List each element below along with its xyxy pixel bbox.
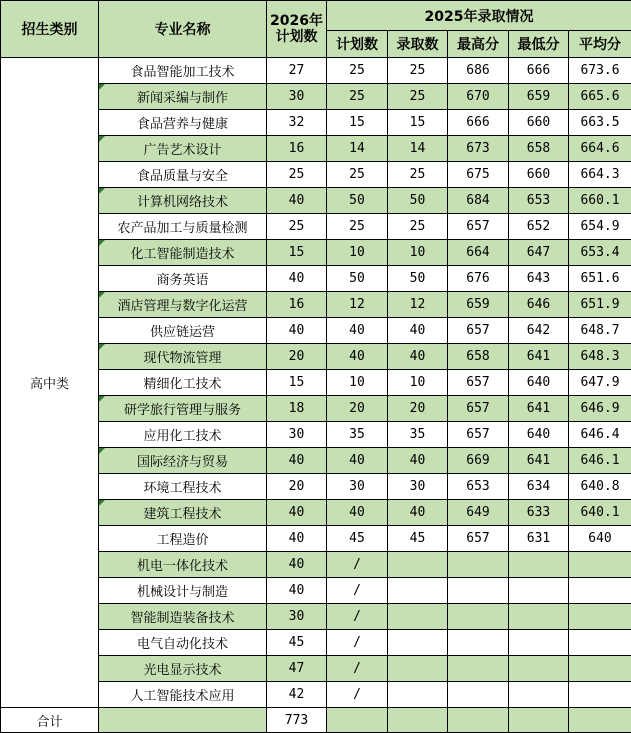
major-name: 环境工程技术 — [99, 474, 267, 500]
avg-score — [569, 682, 631, 708]
avg-score: 664.3 — [569, 162, 631, 188]
major-name: 食品营养与健康 — [99, 110, 267, 136]
avg-score — [569, 656, 631, 682]
max-score: 657 — [448, 214, 509, 240]
major-name: 供应链运营 — [99, 318, 267, 344]
avg-score: 660.1 — [569, 188, 631, 214]
max-score — [448, 630, 509, 656]
plan-2026: 40 — [267, 552, 327, 578]
major-name: 应用化工技术 — [99, 422, 267, 448]
admitted-2025 — [388, 656, 448, 682]
plan-2026: 40 — [267, 318, 327, 344]
min-score: 659 — [509, 84, 569, 110]
major-name: 智能制造装备技术 — [99, 604, 267, 630]
plan-2025: 14 — [327, 136, 388, 162]
min-score — [509, 578, 569, 604]
plan-2025: 25 — [327, 162, 388, 188]
major-name: 商务英语 — [99, 266, 267, 292]
avg-score — [569, 630, 631, 656]
plan-2025: / — [327, 656, 388, 682]
plan-2026: 20 — [267, 474, 327, 500]
avg-score: 648.7 — [569, 318, 631, 344]
major-name: 工程造价 — [99, 526, 267, 552]
admitted-2025: 12 — [388, 292, 448, 318]
avg-score: 640.1 — [569, 500, 631, 526]
admitted-2025: 25 — [388, 84, 448, 110]
major-name: 广告艺术设计 — [99, 136, 267, 162]
min-score: 641 — [509, 396, 569, 422]
header-plan-2026-line1: 2026年 — [267, 13, 326, 29]
admitted-2025: 30 — [388, 474, 448, 500]
admitted-2025 — [388, 682, 448, 708]
header-avg: 平均分 — [569, 31, 631, 58]
min-score: 643 — [509, 266, 569, 292]
cell-corner-marker-icon — [99, 292, 105, 298]
min-score: 653 — [509, 188, 569, 214]
avg-score: 651.6 — [569, 266, 631, 292]
total-empty-cell — [327, 708, 388, 733]
plan-2025: 10 — [327, 370, 388, 396]
plan-2025: 45 — [327, 526, 388, 552]
max-score: 666 — [448, 110, 509, 136]
plan-2025: 40 — [327, 500, 388, 526]
max-score — [448, 578, 509, 604]
plan-2026: 18 — [267, 396, 327, 422]
plan-2025: 15 — [327, 110, 388, 136]
header-admitted: 录取数 — [388, 31, 448, 58]
total-empty-cell — [569, 708, 631, 733]
table-body — [1, 58, 631, 733]
min-score — [509, 682, 569, 708]
avg-score: 654.9 — [569, 214, 631, 240]
max-score: 657 — [448, 370, 509, 396]
major-name: 农产品加工与质量检测 — [99, 214, 267, 240]
major-name: 酒店管理与数字化运营 — [99, 292, 267, 318]
plan-2026: 20 — [267, 344, 327, 370]
major-name: 机械设计与制造 — [99, 578, 267, 604]
avg-score: 646.9 — [569, 396, 631, 422]
admitted-2025: 25 — [388, 214, 448, 240]
max-score — [448, 604, 509, 630]
min-score: 647 — [509, 240, 569, 266]
plan-2025: 35 — [327, 422, 388, 448]
header-plan: 计划数 — [327, 31, 388, 58]
cell-corner-marker-icon — [99, 136, 105, 142]
major-name: 现代物流管理 — [99, 344, 267, 370]
max-score: 649 — [448, 500, 509, 526]
plan-2026: 40 — [267, 578, 327, 604]
avg-score — [569, 578, 631, 604]
plan-2025: / — [327, 682, 388, 708]
avg-score: 653.4 — [569, 240, 631, 266]
plan-2025: 50 — [327, 188, 388, 214]
avg-score: 646.4 — [569, 422, 631, 448]
max-score: 675 — [448, 162, 509, 188]
plan-2026: 15 — [267, 370, 327, 396]
major-name: 研学旅行管理与服务 — [99, 396, 267, 422]
min-score: 641 — [509, 344, 569, 370]
major-name: 化工智能制造技术 — [99, 240, 267, 266]
min-score — [509, 552, 569, 578]
max-score — [448, 552, 509, 578]
plan-2025: 40 — [327, 344, 388, 370]
avg-score: 663.5 — [569, 110, 631, 136]
admitted-2025: 40 — [388, 344, 448, 370]
plan-2025: 40 — [327, 448, 388, 474]
cell-corner-marker-icon — [99, 84, 105, 90]
avg-score: 646.1 — [569, 448, 631, 474]
plan-2025: 25 — [327, 84, 388, 110]
min-score: 633 — [509, 500, 569, 526]
plan-2025: / — [327, 604, 388, 630]
major-name: 食品智能加工技术 — [99, 58, 267, 84]
admitted-2025 — [388, 604, 448, 630]
max-score — [448, 682, 509, 708]
plan-2025: 12 — [327, 292, 388, 318]
max-score: 659 — [448, 292, 509, 318]
admitted-2025: 10 — [388, 240, 448, 266]
header-plan-2026 — [267, 1, 327, 58]
plan-2026: 15 — [267, 240, 327, 266]
max-score — [448, 656, 509, 682]
plan-2026: 40 — [267, 500, 327, 526]
min-score: 634 — [509, 474, 569, 500]
major-name: 计算机网络技术 — [99, 188, 267, 214]
cell-corner-marker-icon — [99, 500, 105, 506]
cell-corner-marker-icon — [99, 240, 105, 246]
total-major-empty — [99, 708, 267, 733]
admitted-2025: 15 — [388, 110, 448, 136]
max-score: 676 — [448, 266, 509, 292]
admitted-2025 — [388, 578, 448, 604]
avg-score: 651.9 — [569, 292, 631, 318]
cell-corner-marker-icon — [99, 396, 105, 402]
avg-score: 647.9 — [569, 370, 631, 396]
header-2025-group: 2025年录取情况 — [327, 1, 631, 31]
max-score: 670 — [448, 84, 509, 110]
plan-2025: 10 — [327, 240, 388, 266]
plan-2026: 16 — [267, 136, 327, 162]
min-score — [509, 656, 569, 682]
max-score: 657 — [448, 318, 509, 344]
total-empty-cell — [448, 708, 509, 733]
total-plan-2026: 773 — [267, 708, 327, 733]
cell-corner-marker-icon — [99, 344, 105, 350]
max-score: 657 — [448, 526, 509, 552]
avg-score: 648.3 — [569, 344, 631, 370]
plan-2026: 40 — [267, 448, 327, 474]
min-score — [509, 630, 569, 656]
cell-corner-marker-icon — [99, 448, 105, 454]
admitted-2025: 20 — [388, 396, 448, 422]
plan-2025: / — [327, 578, 388, 604]
avg-score: 673.6 — [569, 58, 631, 84]
header-category: 招生类别 — [1, 1, 99, 58]
plan-2025: 40 — [327, 318, 388, 344]
cell-corner-marker-icon — [99, 188, 105, 194]
max-score: 664 — [448, 240, 509, 266]
admitted-2025: 25 — [388, 58, 448, 84]
total-empty-cell — [388, 708, 448, 733]
plan-2025: 20 — [327, 396, 388, 422]
max-score: 669 — [448, 448, 509, 474]
major-name: 人工智能技术应用 — [99, 682, 267, 708]
admitted-2025: 35 — [388, 422, 448, 448]
major-name: 电气自动化技术 — [99, 630, 267, 656]
plan-2025: 30 — [327, 474, 388, 500]
plan-2026: 32 — [267, 110, 327, 136]
admitted-2025: 40 — [388, 318, 448, 344]
plan-2025: 25 — [327, 58, 388, 84]
max-score: 653 — [448, 474, 509, 500]
plan-2026: 27 — [267, 58, 327, 84]
plan-2026: 40 — [267, 188, 327, 214]
major-name: 食品质量与安全 — [99, 162, 267, 188]
min-score: 660 — [509, 110, 569, 136]
major-name: 精细化工技术 — [99, 370, 267, 396]
min-score: 640 — [509, 422, 569, 448]
max-score: 684 — [448, 188, 509, 214]
max-score: 673 — [448, 136, 509, 162]
table-row — [1, 58, 631, 84]
plan-2025: 50 — [327, 266, 388, 292]
min-score: 658 — [509, 136, 569, 162]
min-score: 642 — [509, 318, 569, 344]
min-score: 641 — [509, 448, 569, 474]
major-name: 新闻采编与制作 — [99, 84, 267, 110]
plan-2026: 25 — [267, 162, 327, 188]
header-major: 专业名称 — [99, 1, 267, 58]
max-score: 658 — [448, 344, 509, 370]
category-cell: 高中类 — [1, 58, 99, 708]
header-plan-2026-line2: 计划数 — [267, 29, 326, 45]
admitted-2025: 14 — [388, 136, 448, 162]
avg-score — [569, 604, 631, 630]
plan-2026: 30 — [267, 604, 327, 630]
plan-2026: 42 — [267, 682, 327, 708]
admitted-2025: 25 — [388, 162, 448, 188]
min-score: 646 — [509, 292, 569, 318]
header-max: 最高分 — [448, 31, 509, 58]
max-score: 657 — [448, 422, 509, 448]
plan-2026: 30 — [267, 84, 327, 110]
avg-score: 640.8 — [569, 474, 631, 500]
max-score: 686 — [448, 58, 509, 84]
major-name: 国际经济与贸易 — [99, 448, 267, 474]
admitted-2025: 40 — [388, 500, 448, 526]
plan-2025: 25 — [327, 214, 388, 240]
total-row — [1, 708, 631, 733]
major-name: 机电一体化技术 — [99, 552, 267, 578]
plan-2025: / — [327, 630, 388, 656]
admitted-2025: 50 — [388, 188, 448, 214]
total-label: 合计 — [1, 708, 99, 733]
major-name: 建筑工程技术 — [99, 500, 267, 526]
min-score: 640 — [509, 370, 569, 396]
avg-score: 640 — [569, 526, 631, 552]
header-min: 最低分 — [509, 31, 569, 58]
min-score: 660 — [509, 162, 569, 188]
admitted-2025: 10 — [388, 370, 448, 396]
min-score — [509, 604, 569, 630]
min-score: 666 — [509, 58, 569, 84]
avg-score — [569, 552, 631, 578]
plan-2026: 47 — [267, 656, 327, 682]
max-score: 657 — [448, 396, 509, 422]
min-score: 631 — [509, 526, 569, 552]
admitted-2025 — [388, 630, 448, 656]
avg-score: 664.6 — [569, 136, 631, 162]
min-score: 652 — [509, 214, 569, 240]
plan-2026: 40 — [267, 526, 327, 552]
admitted-2025 — [388, 552, 448, 578]
plan-2026: 45 — [267, 630, 327, 656]
admitted-2025: 45 — [388, 526, 448, 552]
avg-score: 665.6 — [569, 84, 631, 110]
admitted-2025: 40 — [388, 448, 448, 474]
plan-2026: 40 — [267, 266, 327, 292]
major-name: 光电显示技术 — [99, 656, 267, 682]
plan-2026: 25 — [267, 214, 327, 240]
plan-2026: 30 — [267, 422, 327, 448]
plan-2026: 16 — [267, 292, 327, 318]
total-empty-cell — [509, 708, 569, 733]
plan-2025: / — [327, 552, 388, 578]
admitted-2025: 50 — [388, 266, 448, 292]
